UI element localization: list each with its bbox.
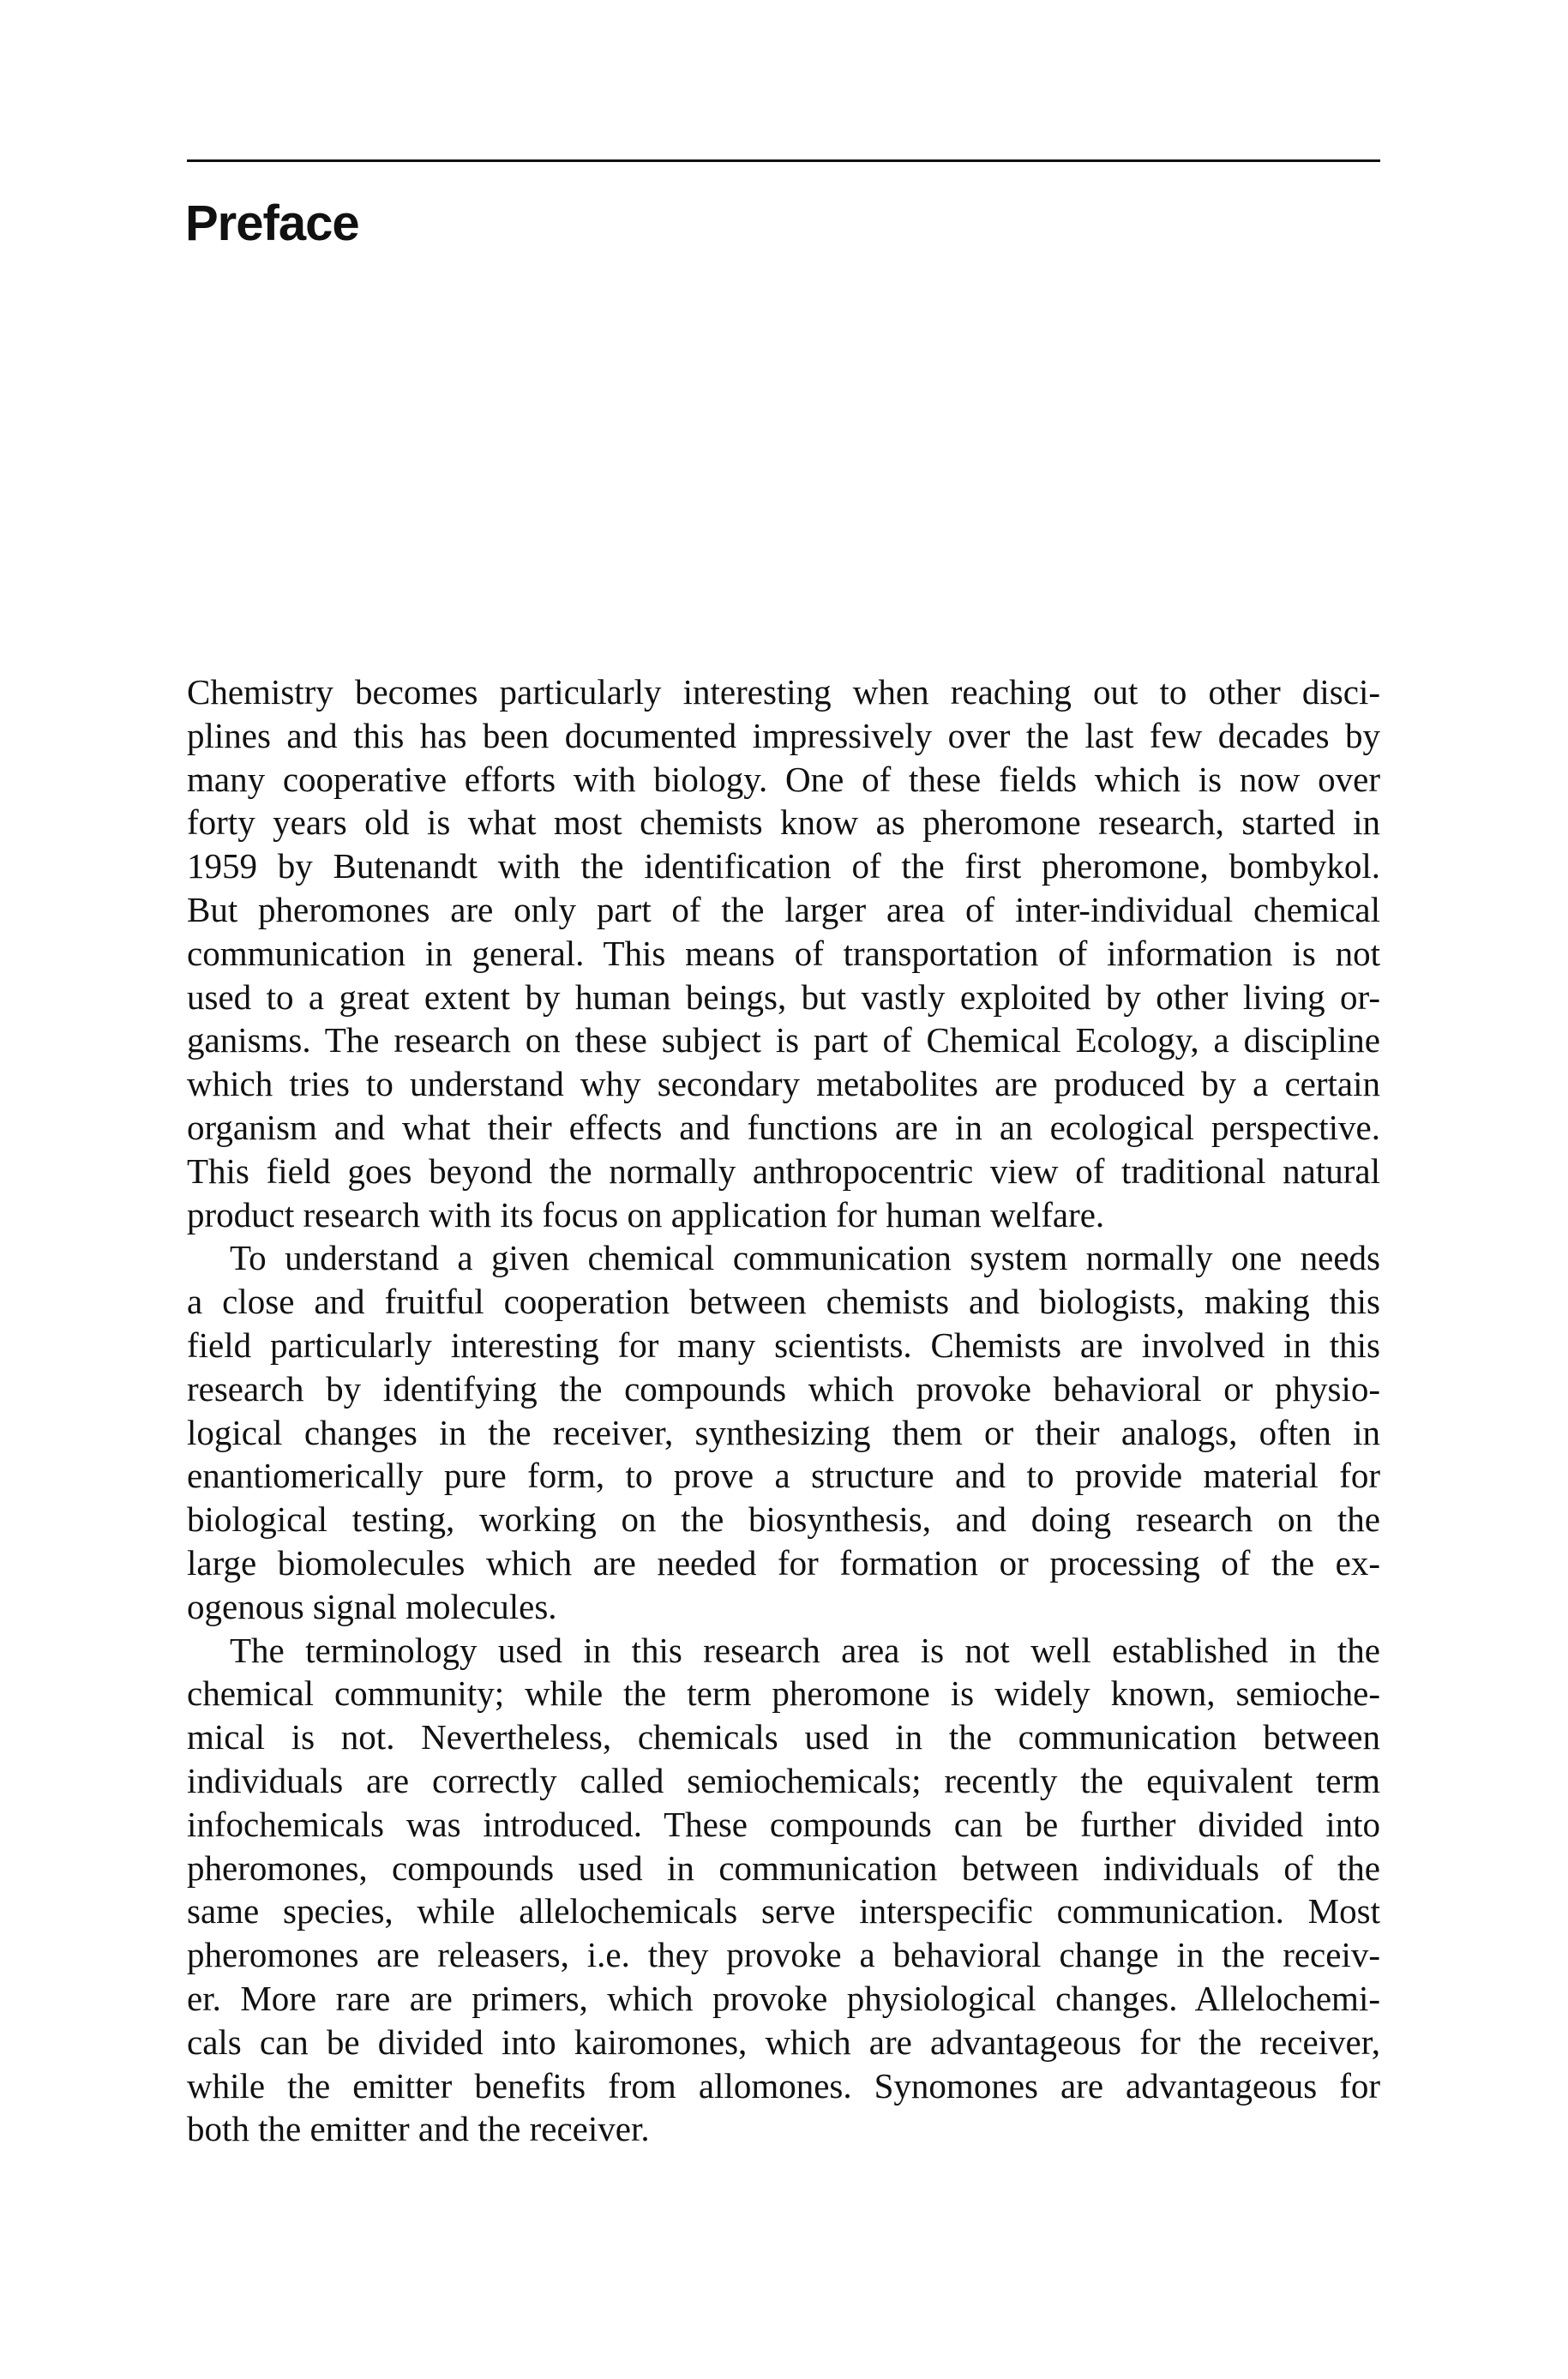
text-line: forty years old is what most chemists know as pheromone research, started in — [187, 802, 1380, 843]
text-line: field particularly interesting for many scientists. Chemists are involved in this — [187, 1325, 1380, 1365]
text-line: This field goes beyond the normally anthropocentric view of traditional natural — [187, 1150, 1380, 1191]
text-line: To understand a given chemical communication system normally one needs — [230, 1238, 1380, 1278]
text-line: both the emitter and the receiver. — [187, 2109, 650, 2149]
text-line: same species, while allelochemicals serve interspecific communication. Most — [187, 1891, 1380, 1931]
page-title: Preface — [185, 195, 359, 251]
text-line: enantiomerically pure form, to prove a structure and to provide material for — [187, 1456, 1380, 1496]
text-line: biological testing, working on the biosynthesis, and doing research on the — [187, 1499, 1380, 1540]
preface-body — [187, 670, 1380, 2151]
text-line: while the emitter benefits from allomones. Synomones are advantageous for — [187, 2065, 1380, 2106]
text-line: pheromones, compounds used in communication between individuals of the — [187, 1847, 1380, 1888]
text-line: plines and this has been documented impressively over the last few decades by — [187, 715, 1380, 755]
text-line: Chemistry becomes particularly interesting when reaching out to other disci- — [187, 672, 1380, 712]
text-line: used to a great extent by human beings, but vastly exploited by other living or- — [187, 976, 1380, 1017]
text-line: research by identifying the compounds which provoke behavioral or physio- — [187, 1368, 1380, 1409]
text-line: ganisms. The research on these subject is part of Chemical Ecology, a discipline — [187, 1020, 1380, 1060]
text-line: logical changes in the receiver, synthesizing them or their analogs, often in — [187, 1412, 1380, 1452]
text-line: But pheromones are only part of the larger area of inter-individual chemical — [187, 889, 1380, 929]
text-line: 1959 by Butenandt with the identification of the first pheromone, bombykol. — [187, 846, 1380, 886]
text-line: chemical community; while the term pheromone is widely known, semioche- — [187, 1673, 1380, 1714]
text-line: product research with its focus on application for human welfare. — [187, 1194, 1105, 1235]
header-rule — [187, 159, 1380, 162]
text-line: er. More rare are primers, which provoke physiological changes. Allelochemi- — [187, 1978, 1380, 2018]
text-line: cals can be divided into kairomones, which are advantageous for the receiver, — [187, 2022, 1380, 2062]
text-line: communication in general. This means of transportation of information is not — [187, 933, 1380, 973]
text-line: pheromones are releasers, i.e. they provoke a behavioral change in the receiv- — [187, 1935, 1380, 1975]
text-line: infochemicals was introduced. These compounds can be further divided into — [187, 1804, 1380, 1844]
text-line: large biomolecules which are needed for formation or processing of the ex- — [187, 1542, 1380, 1583]
text-line: individuals are correctly called semiochemicals; recently the equivalent term — [187, 1760, 1380, 1800]
text-line: a close and fruitful cooperation between chemists and biologists, making this — [187, 1282, 1380, 1322]
text-line: The terminology used in this research area is not well established in the — [230, 1630, 1380, 1670]
text-line: ogenous signal molecules. — [187, 1586, 557, 1626]
paragraph-3 — [187, 1629, 1380, 2152]
paragraph-2 — [187, 1236, 1380, 1628]
text-line: mical is not. Nevertheless, chemicals used in the communication between — [187, 1717, 1380, 1757]
paragraph-1 — [187, 670, 1380, 1236]
text-line: many cooperative efforts with biology. One of these fields which is now over — [187, 759, 1380, 799]
text-line: which tries to understand why secondary metabolites are produced by a certain — [187, 1064, 1380, 1104]
text-line: organism and what their effects and functions are in an ecological perspective. — [187, 1107, 1380, 1147]
